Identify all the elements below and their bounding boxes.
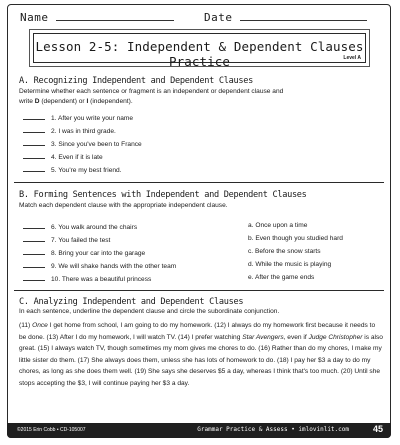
answer-blank[interactable]: [23, 235, 45, 242]
list-item: [23, 165, 122, 174]
match-option: c. Before the snow starts: [248, 248, 321, 255]
item-text: 6. You walk around the chairs: [51, 224, 138, 231]
para-text: I get home from school, I am going to do my homework. (12) I always do my homework first because it needs to be done. (13) After I do my homework, I will watch TV. (14) I prefer watching: [19, 322, 376, 341]
answer-blank[interactable]: [23, 261, 45, 268]
item-text: 3. Since you've been to France: [51, 141, 142, 148]
name-label: Name: [20, 11, 49, 24]
copyright: ©2015 Erin Cobb • CD-105007: [17, 427, 86, 433]
section-c-instruction: In each sentence, underline the dependent clause and circle the subordinate conjunction.: [19, 308, 280, 315]
answer-blank[interactable]: [23, 139, 45, 146]
match-option: d. While the music is playing: [248, 261, 332, 268]
instr-text: (independent).: [88, 98, 133, 105]
answer-blank[interactable]: [23, 222, 45, 229]
match-option: a. Once upon a time: [248, 222, 308, 229]
date-field[interactable]: [204, 11, 367, 24]
para-text: , even if: [283, 333, 309, 341]
section-a-instruction-line1: Determine whether each sentence or fragment is an independent or dependent clause and: [19, 88, 284, 95]
para-italic: Once: [32, 322, 48, 329]
item-text: 4. Even if it is late: [51, 154, 103, 161]
footer-brand: Grammar Practice & Assess • imlovinlit.com: [197, 426, 349, 433]
date-line[interactable]: [240, 11, 367, 21]
section-a-heading: A. Recognizing Independent and Dependent Clauses: [19, 76, 253, 86]
section-c-heading: C. Analyzing Independent and Dependent Clauses: [19, 297, 244, 307]
section-divider: [14, 290, 384, 291]
instr-bold-i: I: [86, 98, 89, 105]
item-text: 7. You failed the test: [51, 237, 111, 244]
list-item: [23, 222, 137, 231]
section-divider: [14, 182, 384, 183]
match-option: b. Even though you studied hard: [248, 235, 343, 242]
answer-blank[interactable]: [23, 152, 45, 159]
date-label: Date: [204, 11, 233, 24]
section-b-heading: B. Forming Sentences with Independent and Dependent Clauses: [19, 190, 307, 200]
page-number: 45: [372, 424, 383, 434]
list-item: [23, 274, 151, 283]
list-item: [23, 139, 142, 148]
item-text: 10. There was a beautiful princess: [51, 276, 152, 283]
section-c-paragraph: [19, 320, 383, 390]
lesson-banner: [33, 33, 366, 69]
answer-blank[interactable]: [23, 165, 45, 172]
match-option: e. After the game ends: [248, 274, 315, 281]
answer-blank[interactable]: [23, 113, 45, 120]
section-a-instruction: [19, 87, 379, 107]
item-text: 9. We will shake hands with the other team: [51, 263, 177, 270]
section-b-instruction: Match each dependent clause with the appropriate independent clause.: [19, 202, 228, 209]
para-italic-title: Star Avengers: [242, 333, 284, 341]
name-field[interactable]: [20, 11, 174, 24]
list-item: [23, 261, 176, 270]
instr-text: (dependent) or: [39, 98, 87, 105]
section-a-instruction-line2: [19, 97, 379, 107]
page-footer: [7, 423, 391, 438]
list-item: [23, 235, 110, 244]
item-text: 2. I was in third grade.: [51, 128, 116, 135]
para-text: is also great. (15) I always watch TV, though sometimes my mom gives me chores to do. (16) Rather than do my chores, I make my little sister do them. (17) She always does them, unless she has lots of homework to do. (18) I pay her $3 a day to do my chores, as long as she does them well. (19) She says she deserves $5 a day, whereas I think that's too much. (20) Until she stops accepting the $3, I will continue paying her $3 a day.: [19, 333, 383, 387]
instr-bold-d: D: [34, 98, 40, 105]
list-item: [23, 113, 133, 122]
list-item: [23, 152, 103, 161]
item-text: 8. Bring your car into the garage: [51, 250, 146, 257]
answer-blank[interactable]: [23, 126, 45, 133]
para-text: (11): [19, 322, 33, 329]
item-text: 1. After you write your name: [51, 115, 134, 122]
level-label: Level A: [343, 55, 361, 61]
item-text: 5. You're my best friend.: [51, 167, 122, 174]
answer-blank[interactable]: [23, 274, 45, 281]
list-item: [23, 126, 116, 135]
instr-text: write: [19, 98, 35, 105]
lesson-title: Lesson 2-5: Independent & Dependent Clauses Practice: [35, 39, 364, 69]
list-item: [23, 248, 145, 257]
name-line[interactable]: [56, 11, 174, 21]
para-italic-title: Judge Christopher: [308, 333, 363, 341]
answer-blank[interactable]: [23, 248, 45, 255]
